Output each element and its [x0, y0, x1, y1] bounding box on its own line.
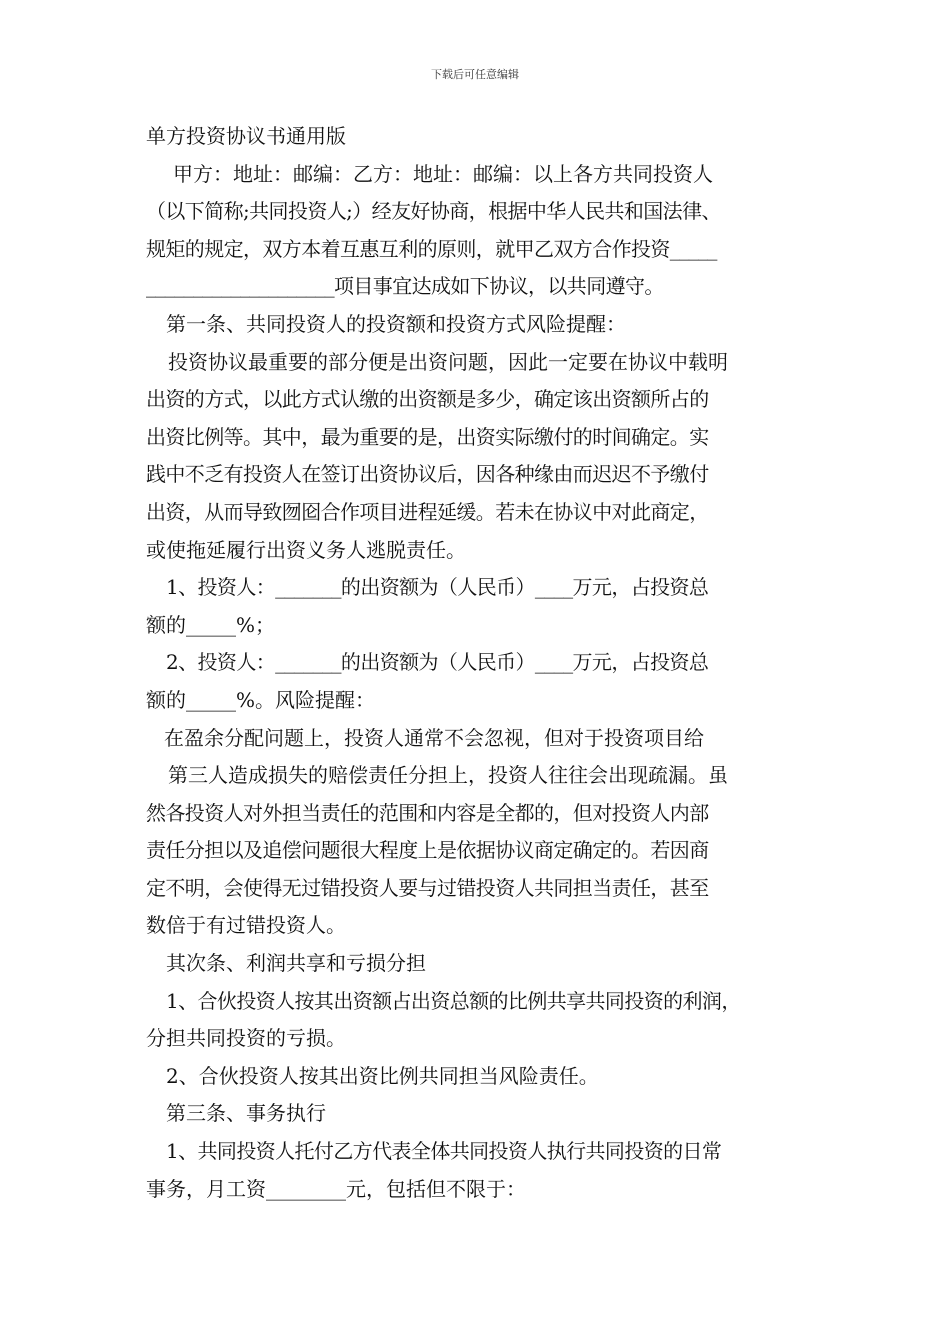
page-header: 下载后可任意编辑	[431, 68, 519, 81]
document-line: 额的_____%。风险提醒：	[146, 687, 376, 712]
document-line: 分担共同投资的亏损。	[146, 1026, 346, 1051]
document-body	[146, 118, 806, 1208]
document-line: 1、共同投资人托付乙方代表全体共同投资人执行共同投资的日常	[166, 1139, 722, 1164]
document-line: 出资比例等。其中，最为重要的是，出资实际缴付的时间确定。实	[146, 424, 709, 449]
document-line: 第三人造成损失的赔偿责任分担上，投资人往往会出现疏漏。虽	[168, 763, 728, 788]
document-title: 单方投资协议书通用版	[146, 124, 346, 148]
document-line: 出资的方式，以此方式认缴的出资额是多少，确定该出资额所占的	[146, 387, 709, 412]
document-line: 1、投资人：_______的出资额为（人民币）____万元，占投资总	[166, 575, 709, 600]
document-line: 1、合伙投资人按其出资额占出资总额的比例共享共同投资的利润，	[166, 988, 741, 1013]
document-line: 规矩的规定，双方本着互惠互利的原则，就甲乙双方合作投资_____	[146, 236, 717, 261]
document-line: 数倍于有过错投资人。	[146, 913, 346, 938]
document-line: 甲方：地址：邮编：乙方：地址：邮编：以上各方共同投资人	[173, 161, 713, 186]
document-line: 2、合伙投资人按其出资比例共同担当风险责任。	[166, 1063, 599, 1088]
document-line: 出资，从而导致囫囵合作项目进程延缓。若未在协议中对此商定，	[146, 499, 709, 524]
document-line: 2、投资人：_______的出资额为（人民币）____万元，占投资总	[166, 650, 709, 675]
document-line: 或使拖延履行出资义务人逃脱责任。	[146, 537, 466, 562]
document-line: 事务，月工资________元，包括但不限于：	[146, 1176, 526, 1201]
document-line: 其次条、利润共享和亏损分担	[166, 951, 426, 976]
document-line: 定不明，会使得无过错投资人要与过错投资人共同担当责任，甚至	[146, 875, 709, 900]
document-line: 第三条、事务执行	[166, 1101, 326, 1126]
document-line: 然各投资人对外担当责任的范围和内容是全都的，但对投资人内部	[146, 800, 709, 825]
document-line: 投资协议最重要的部分便是出资问题，因此一定要在协议中载明	[168, 349, 728, 374]
document-line: 第一条、共同投资人的投资额和投资方式风险提醒：	[166, 311, 626, 336]
document-line: 在盈余分配问题上，投资人通常不会忽视，但对于投资项目给	[164, 725, 704, 750]
document-line: ____________________项目事宜达成如下协议，以共同遵守。	[146, 274, 664, 299]
document-line: 额的_____%；	[146, 612, 276, 637]
document-line: 责任分担以及追偿问题很大程度上是依据协议商定确定的。若因商	[146, 838, 709, 863]
document-line: （以下简称;共同投资人;）经友好协商，根据中华人民共和国法律、	[146, 199, 721, 224]
document-line: 践中不乏有投资人在签订出资协议后，因各种缘由而迟迟不予缴付	[146, 462, 709, 487]
